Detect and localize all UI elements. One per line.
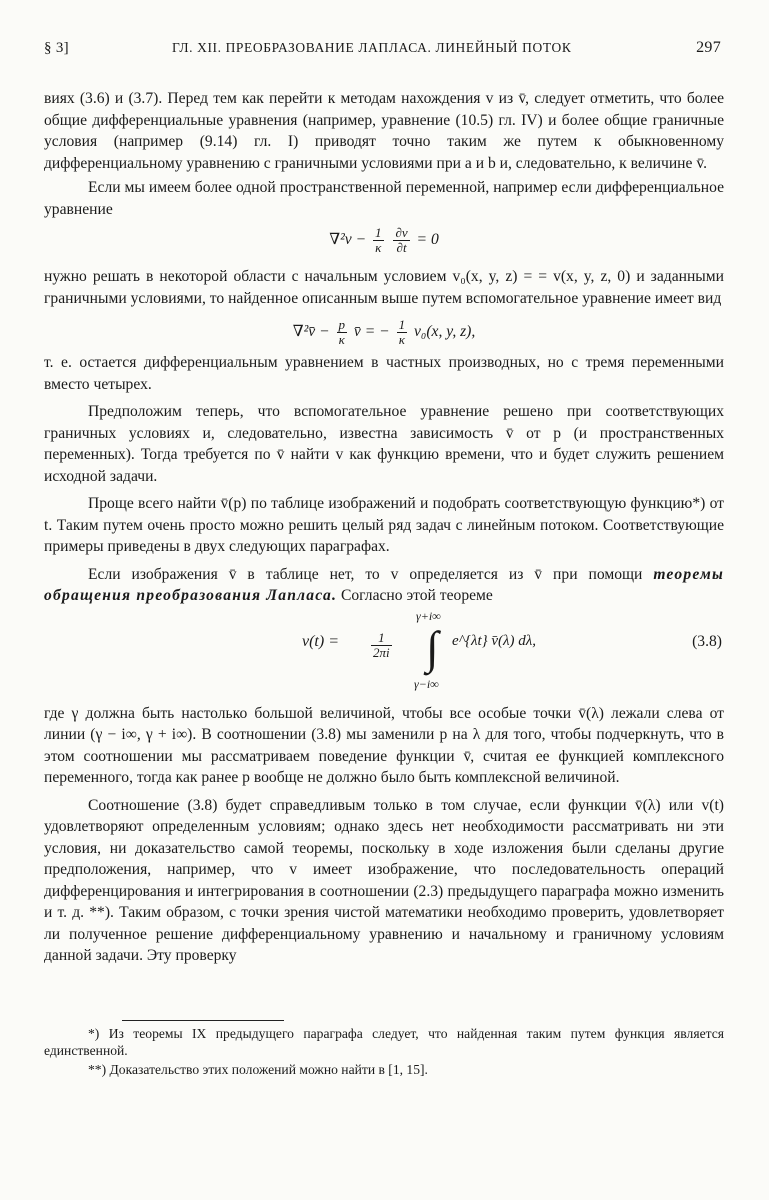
eq2-left: ∇²v̄ − <box>292 323 330 340</box>
lower-limit: γ−i∞ <box>414 676 439 691</box>
integrand: e^{λt} v̄(λ) dλ, <box>452 632 537 649</box>
inversion-formula <box>302 607 602 697</box>
eq2-right: v₀(x, y, z), <box>414 323 476 340</box>
equation-auxiliary <box>44 312 724 352</box>
section-mark: § 3] <box>44 40 69 56</box>
paragraph-3: нужно решать в некоторой области с начальным условием v₀(x, y, z) = = v(x, y, z, 0) и заданными граничными условиями, то найденное описанным выше путем вспомогательное уравнение имеет вид <box>44 268 724 307</box>
paragraph-7-start: Если изображения v̄ в таблице нет, то v определяется из v̄ при помощи <box>88 565 643 583</box>
paragraph-8: где γ должна быть настолько большой величиной, чтобы все особые точки v̄(λ) лежали слева от линии (γ − i∞, γ + i∞). В соотношении (3.8) мы заменили p на λ для того, чтобы подчеркнуть, что в этом соотношении мы рассматриваем поведение функции v̄, считая ее функцией комплексного переменного, тогда как ранее p вообще не должно было быть комплексной величиной. <box>44 704 724 786</box>
equation-number: (3.8) <box>692 632 722 650</box>
chapter-title: ГЛ. XII. ПРЕОБРАЗОВАНИЕ ЛАПЛАСА. ЛИНЕЙНЫЙ ПОТОК <box>172 40 572 55</box>
eq1-derivative: $\frac{\partial v}{\partial t}$ <box>395 224 408 255</box>
paragraph-4: т. е. остается дифференциальным уравнением в частных производных, но с тремя переменными вместо четырех. <box>44 354 724 393</box>
footnote-1: *) Из теоремы IX предыдущего параграфа следует, что найденная таким путем функция является единственной. <box>44 1026 724 1058</box>
eq1-left: ∇²v − <box>329 231 367 248</box>
eq3-fraction: $\frac{1}{2\pi i}$ <box>373 629 390 660</box>
footnotes <box>44 1020 724 1078</box>
paragraph-7-end: Согласно этой теореме <box>340 587 493 604</box>
paragraph-2: Если мы имеем более одной пространственной переменной, например если дифференциальное уравнение <box>44 179 724 218</box>
equation-inversion <box>44 607 724 697</box>
upper-limit: γ+i∞ <box>416 608 441 623</box>
footnote-rule <box>122 1020 284 1021</box>
paragraph-9: Соотношение (3.8) будет справедливым только в том случае, если функции v̄(λ) или v(t) удовлетворяют определенным условиям; однако здесь нет необходимости рассматривать ни эти условия, ни доказательство самой теоремы, поскольку в ходе изложения были сделаны другие предположения, например, что v имеет изображение, что последовательность операций дифференцирования и интегрирования в соотношении (2.3) предыдущего параграфа можно изменить и т. д. **). Таким образом, с точки зрения чистой математики необходимо проверить, удовлетворяет ли полученное решение дифференциальному уравнению и начальному и граничному условиям данной задачи. Эту проверку <box>44 796 724 964</box>
footnote-2: **) Доказательство этих положений можно найти в [1, 15]. <box>88 1062 428 1077</box>
paragraph-6: Проще всего найти v̄(p) по таблице изображений и подобрать соответствующую функцию*) от t. Таким путем очень просто можно решить целый ряд задач с линейным потоком. Соответствующие примеры приведены в двух следующих параграфах. <box>44 495 724 555</box>
running-header <box>44 40 721 64</box>
equation-heat <box>44 220 724 260</box>
eq2-mid: v̄ = − <box>353 323 390 340</box>
paragraph-5: Предположим теперь, что вспомогательное уравнение решено при соответствующих граничных условиях и, следовательно, известна зависимость v̄ от p (и пространственных переменных). Тогда требуется по v̄ найти v как функцию времени, что и будет служить решением исходной задачи. <box>44 403 724 485</box>
paragraph-1: виях (3.6) и (3.7). Перед тем как перейти к методам нахождения v из v̄, следует отметить, что более общие дифференциальные уравнения (например, уравнение (10.5) гл. IV) и более общие граничные условия (например (9.14) гл. I) приводят точно таким же путем к обыкновенному дифференциальному уравнению с граничными условиями при a и b и, следовательно, к величине v̄. <box>44 90 724 172</box>
theorem-name-emphasis: теоремы обращения преобразования Лапласа. <box>44 565 724 604</box>
paragraph-7 <box>44 564 724 607</box>
page-number: 297 <box>696 39 721 56</box>
eq3-left: v(t) = <box>302 632 339 650</box>
eq1-right: = 0 <box>416 231 439 248</box>
integral-sign: ∫ <box>426 621 439 673</box>
eq1-fraction: $\frac{1}{\kappa}$ <box>375 224 382 255</box>
body-text <box>44 88 724 967</box>
eq2-fraction: $\frac{p}{\kappa}$ <box>338 316 346 347</box>
eq2-fraction-2: $\frac{1}{\kappa}$ <box>398 316 406 347</box>
